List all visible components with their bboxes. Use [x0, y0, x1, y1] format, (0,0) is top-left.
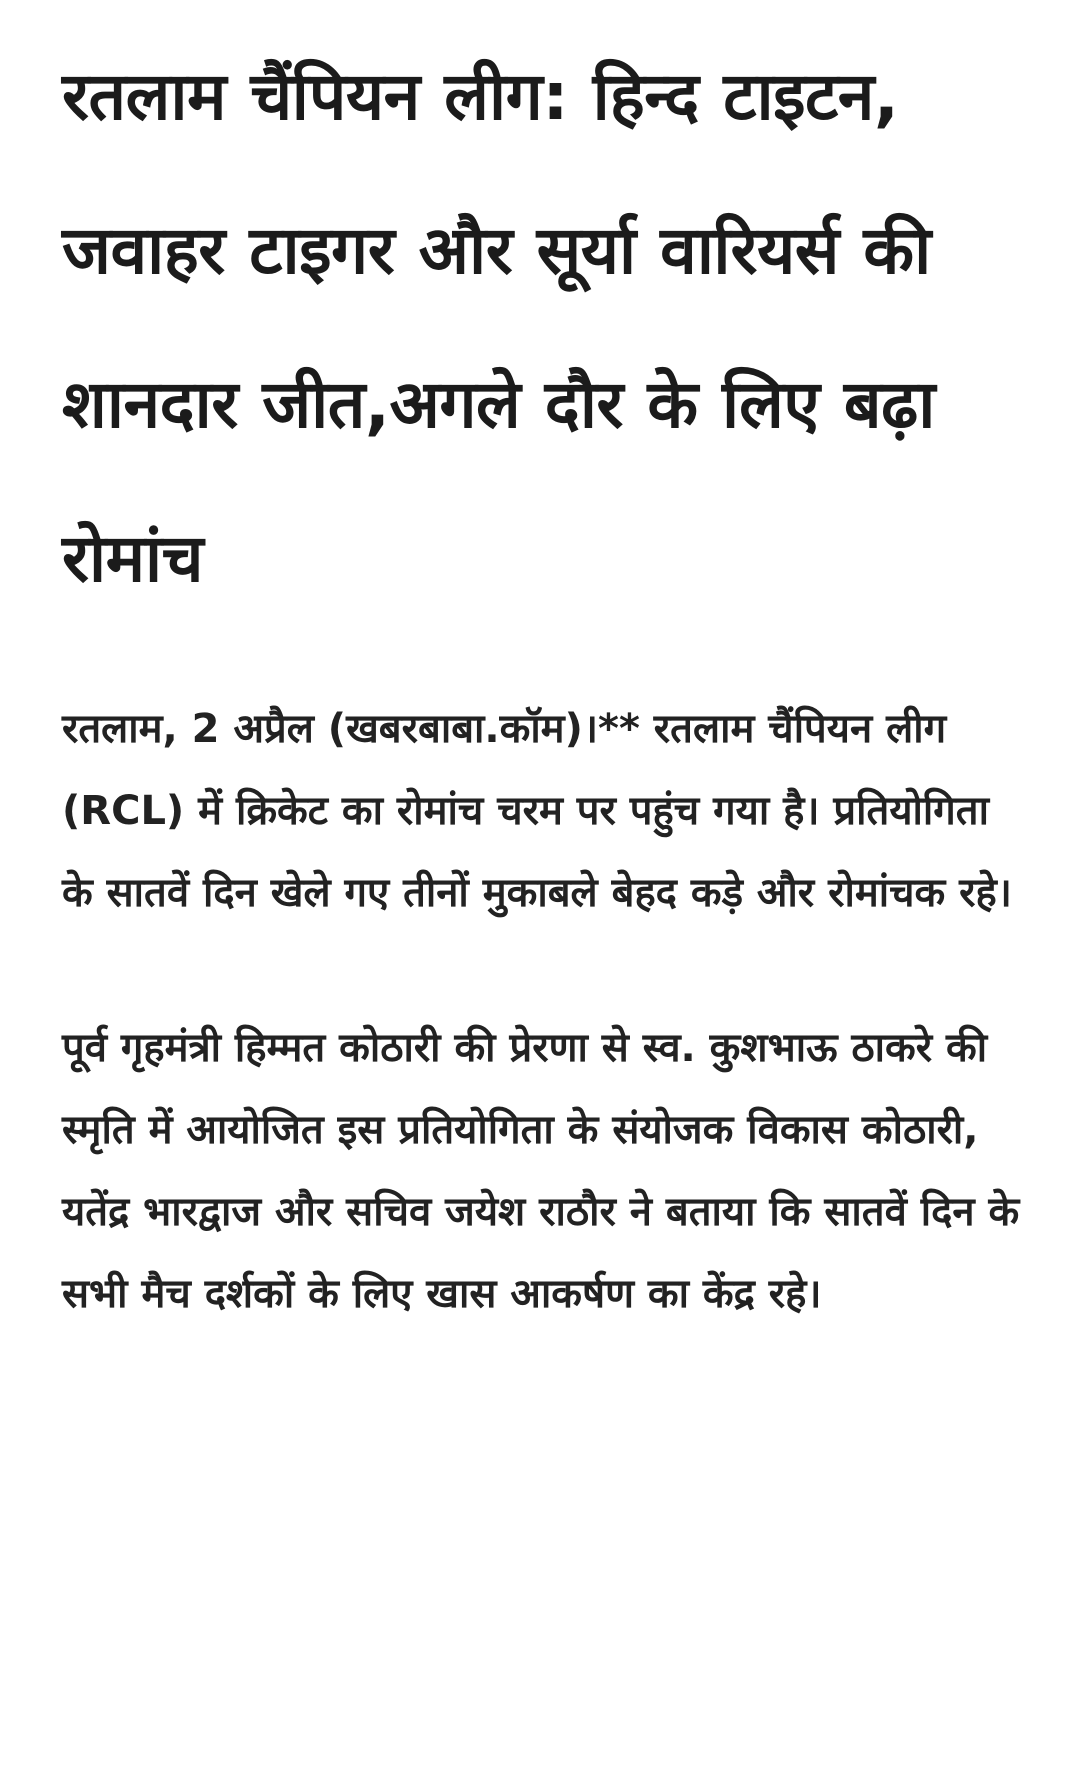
- article-paragraph-intro: रतलाम, 2 अप्रैल (खबरबाबा.कॉम)।** रतलाम चैंपियन लीग (RCL) में क्रिकेट का रोमांच चरम पर पहुंच गया है। प्रतियोगिता के सातवें दिन खेले गए तीनों मुकाबले बेहद कड़े और रोमांचक रहे।: [62, 706, 1012, 916]
- article-headline: रतलाम चैंपियन लीग: हिन्द टाइटन, जवाहर टाइगर और सूर्या वारियर्स की शानदार जीत,अगले दौर के लिए बढ़ा रोमांच: [62, 58, 935, 597]
- article-paragraph-organizers: पूर्व गृहमंत्री हिम्मत कोठारी की प्रेरणा से स्व. कुशभाऊ ठाकरे की स्मृति में आयोजित इस प्रतियोगिता के संयोजक विकास कोठारी, यतेंद्र भारद्वाज और सचिव जयेश राठौर ने बताया कि सातवें दिन के सभी मैच दर्शकों के लिए खास आकर्षण का केंद्र रहे।: [62, 1025, 1020, 1317]
